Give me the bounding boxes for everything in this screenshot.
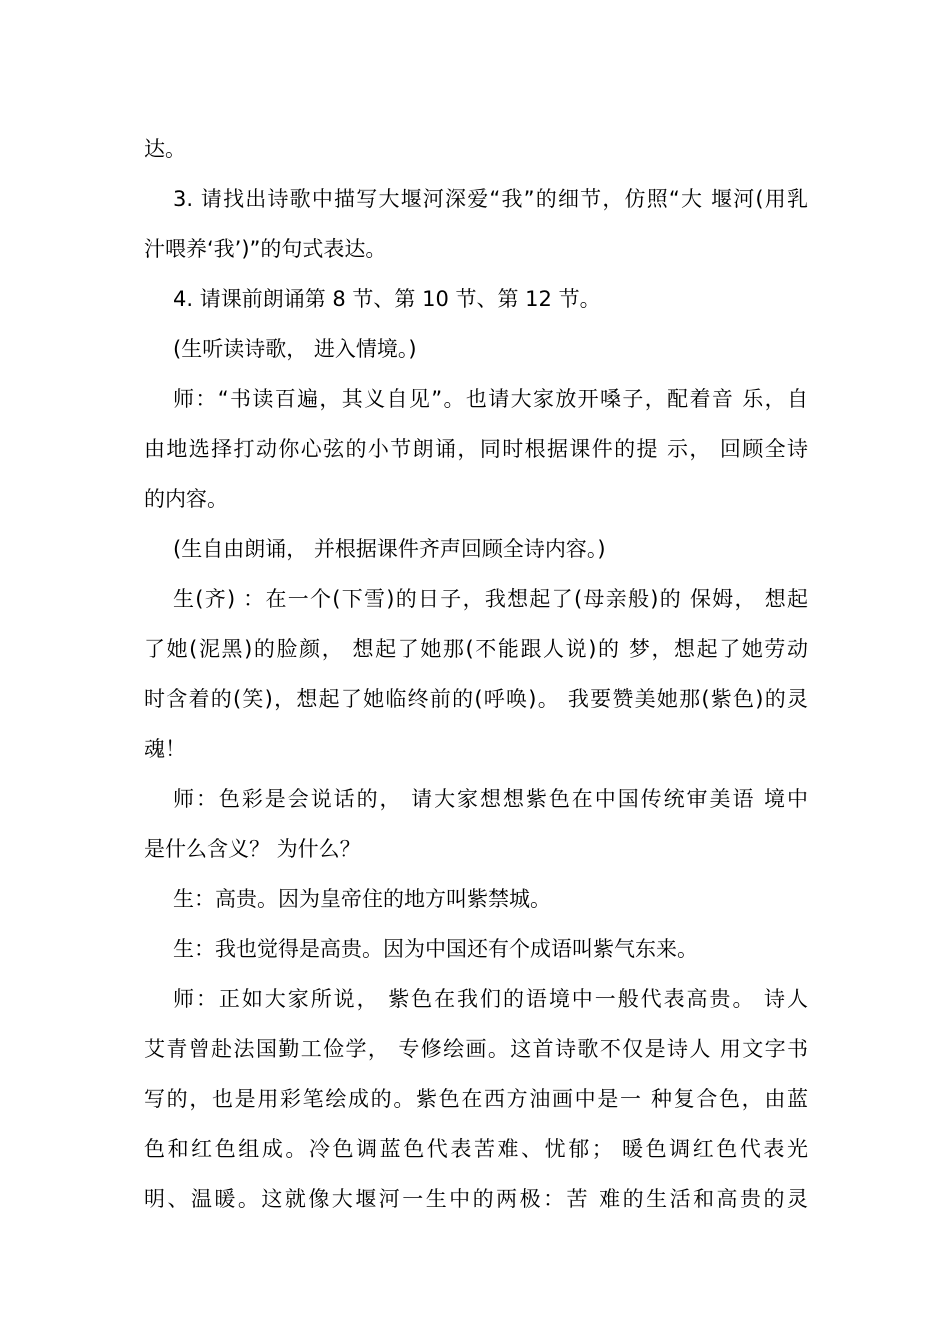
text-line: 汁喂养‘我’)”的句式表达。 [144,237,387,261]
text-line: 4. 请课前朗诵第 8 节、第 10 节、第 12 节。 [173,287,601,311]
text-line: (生听读诗歌， 进入情境。) [173,337,417,361]
text-line: 达。 [144,137,186,161]
text-line: (生自由朗诵， 并根据课件齐声回顾全诗内容。) [173,537,606,561]
text-line: 时含着的(笑)，想起了她临终前的(呼唤)。 我要赞美她那(紫色)的灵 [144,687,808,711]
text-line: 3. 请找出诗歌中描写大堰河深爱“我”的细节，仿照“大 堰河(用乳 [173,187,808,211]
text-line: 生：我也觉得是高贵。因为中国还有个成语叫紫气东来。 [173,937,698,961]
text-line: 生：高贵。因为皇帝住的地方叫紫禁城。 [173,887,551,911]
text-line: 师：“书读百遍，其义自见”。也请大家放开嗓子，配着音 乐，自 [173,387,808,411]
text-line: 魂！ [144,737,186,761]
text-line: 师：色彩是会说话的， 请大家想想紫色在中国传统审美语 境中 [173,787,808,811]
text-line: 师：正如大家所说， 紫色在我们的语境中一般代表高贵。 诗人 [173,987,808,1011]
text-line: 写的，也是用彩笔绘成的。紫色在西方油画中是一 种复合色，由蓝 [144,1087,808,1111]
text-line: 生(齐) ：在一个(下雪)的日子，我想起了(母亲般)的 保姆， 想起 [173,587,808,611]
text-line: 的内容。 [144,487,228,511]
text-line: 由地选择打动你心弦的小节朗诵，同时根据课件的提 示， 回顾全诗 [144,437,808,461]
text-line: 是什么含义？ 为什么？ [144,837,361,861]
text-line: 艾青曾赴法国勤工俭学， 专修绘画。这首诗歌不仅是诗人 用文字书 [144,1037,808,1061]
text-line: 色和红色组成。冷色调蓝色代表苦难、忧郁； 暖色调红色代表光 [144,1137,808,1161]
text-line: 了她(泥黑)的脸颜， 想起了她那(不能跟人说)的 梦，想起了她劳动 [144,637,808,661]
text-line: 明、温暖。这就像大堰河一生中的两极：苦 难的生活和高贵的灵 [144,1187,808,1211]
